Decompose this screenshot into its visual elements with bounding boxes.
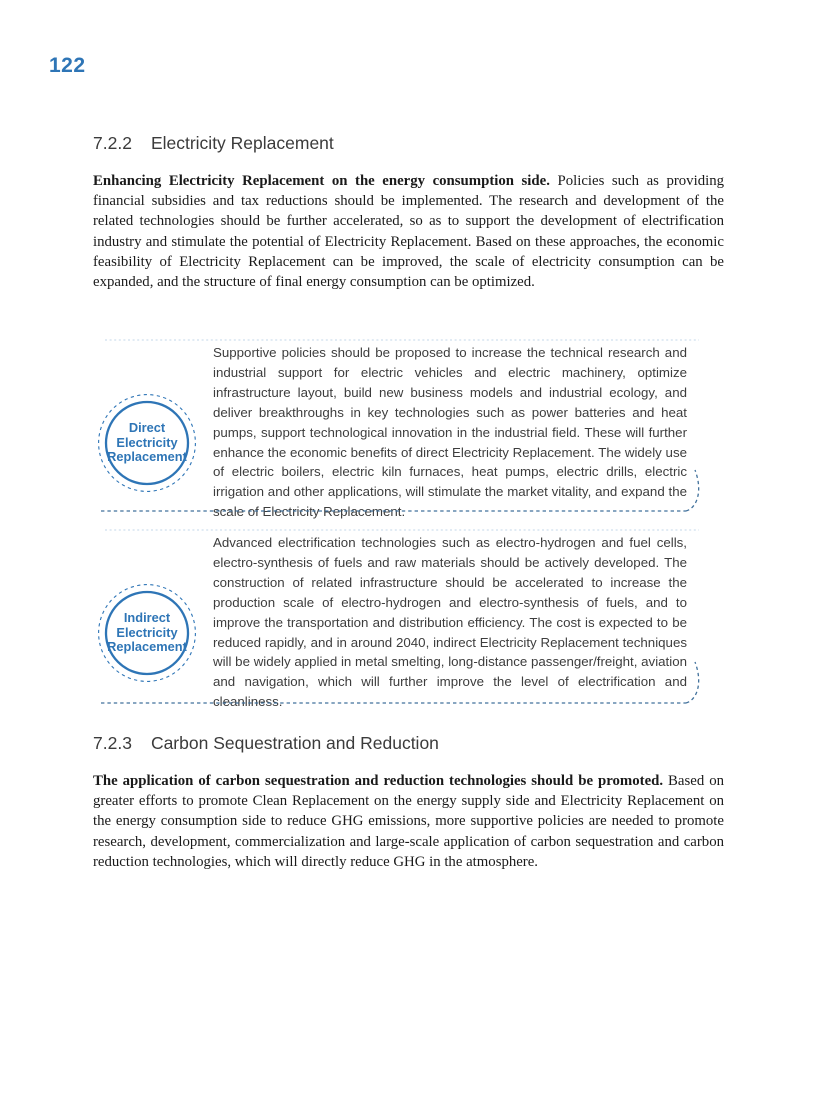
section-heading-722 bbox=[93, 133, 334, 154]
paragraph-electricity-replacement bbox=[93, 171, 724, 292]
section-title: Electricity Replacement bbox=[150, 133, 334, 153]
section-heading-723 bbox=[93, 733, 439, 754]
badge-label bbox=[97, 393, 197, 493]
paragraph-carbon-sequestration bbox=[93, 771, 724, 872]
section-title: Carbon Sequestration and Reduction bbox=[150, 733, 439, 753]
badge-line: Direct bbox=[128, 419, 166, 435]
section-number: 7.2.2 bbox=[93, 133, 132, 153]
section-number: 7.2.3 bbox=[93, 733, 132, 753]
paragraph-lead: Enhancing Electricity Replacement on the energy consumption side. bbox=[93, 173, 550, 189]
badge-line: Replacement bbox=[107, 449, 187, 465]
badge-line: Replacement bbox=[107, 639, 187, 655]
callout-direct-electricity bbox=[95, 337, 707, 520]
paragraph-body: Policies such as providing financial subsidies and tax reductions should be implemented. The research and development of the related technologies should be further accelerated, so as to support the development of electrification industry and stimulate the potential of Electricity Replacement. Based on these approaches, the economic feasibility of Electricity Replacement can be improved, the scale of electricity consumption can be expanded, and the structure of final energy consumption can be optimized. bbox=[93, 173, 724, 291]
callout-text: Advanced electrification technologies such as electro-hydrogen and fuel cells, electro-synthesis of fuels and raw materials should be actively developed. The construction of related infrastructure should be accelerated to increase the production scale of electro-hydrogen and electro-synthesis of fuels, and to improve the transportation and distribution efficiency. The cost is expected to be reduced rapidly, and in around 2040, indirect Electricity Replacement techniques will be widely applied in metal smelting, long-distance passenger/freight, aviation and navigation, which will further improve the level of electrification and cleanliness. bbox=[213, 535, 687, 710]
callout-text: Supportive policies should be proposed to increase the technical research and industrial support for electric vehicles and electric machinery, optimize infrastructure layout, build new business models and industrial ecology, and deliver breakthroughs in key technologies such as power batteries and heat pumps, support technological innovation in the industrial field. These will further enhance the economic benefits of direct Electricity Replacement. The widely use of electric boilers, electric kiln furnaces, heat pumps, electric drills, electric irrigation and other applications, will stimulate the market vitality, and expand the scale of Electricity Replacement. bbox=[213, 345, 687, 520]
callout-top-dotted-line bbox=[105, 529, 699, 531]
callout-badge-indirect bbox=[97, 583, 197, 683]
callout-badge-direct bbox=[97, 393, 197, 493]
paragraph-lead: The application of carbon sequestration and reduction technologies should be promoted. bbox=[93, 773, 664, 789]
callout-indirect-electricity bbox=[95, 527, 707, 710]
page-number: 122 bbox=[49, 54, 86, 77]
callout-top-dotted-line bbox=[105, 339, 699, 341]
badge-line: Electricity bbox=[116, 624, 178, 640]
badge-line: Electricity bbox=[116, 434, 178, 450]
paragraph-body: Based on greater efforts to promote Clean Replacement on the energy supply side and Electricity Replacement on the energy consumption side to reduce GHG emissions, more supportive policies are needed to promote research, development, commercialization and large-scale application of carbon sequestration and carbon reduction technologies, which will directly reduce GHG in the atmosphere. bbox=[93, 773, 724, 870]
badge-label bbox=[97, 583, 197, 683]
badge-line: Indirect bbox=[123, 609, 171, 625]
